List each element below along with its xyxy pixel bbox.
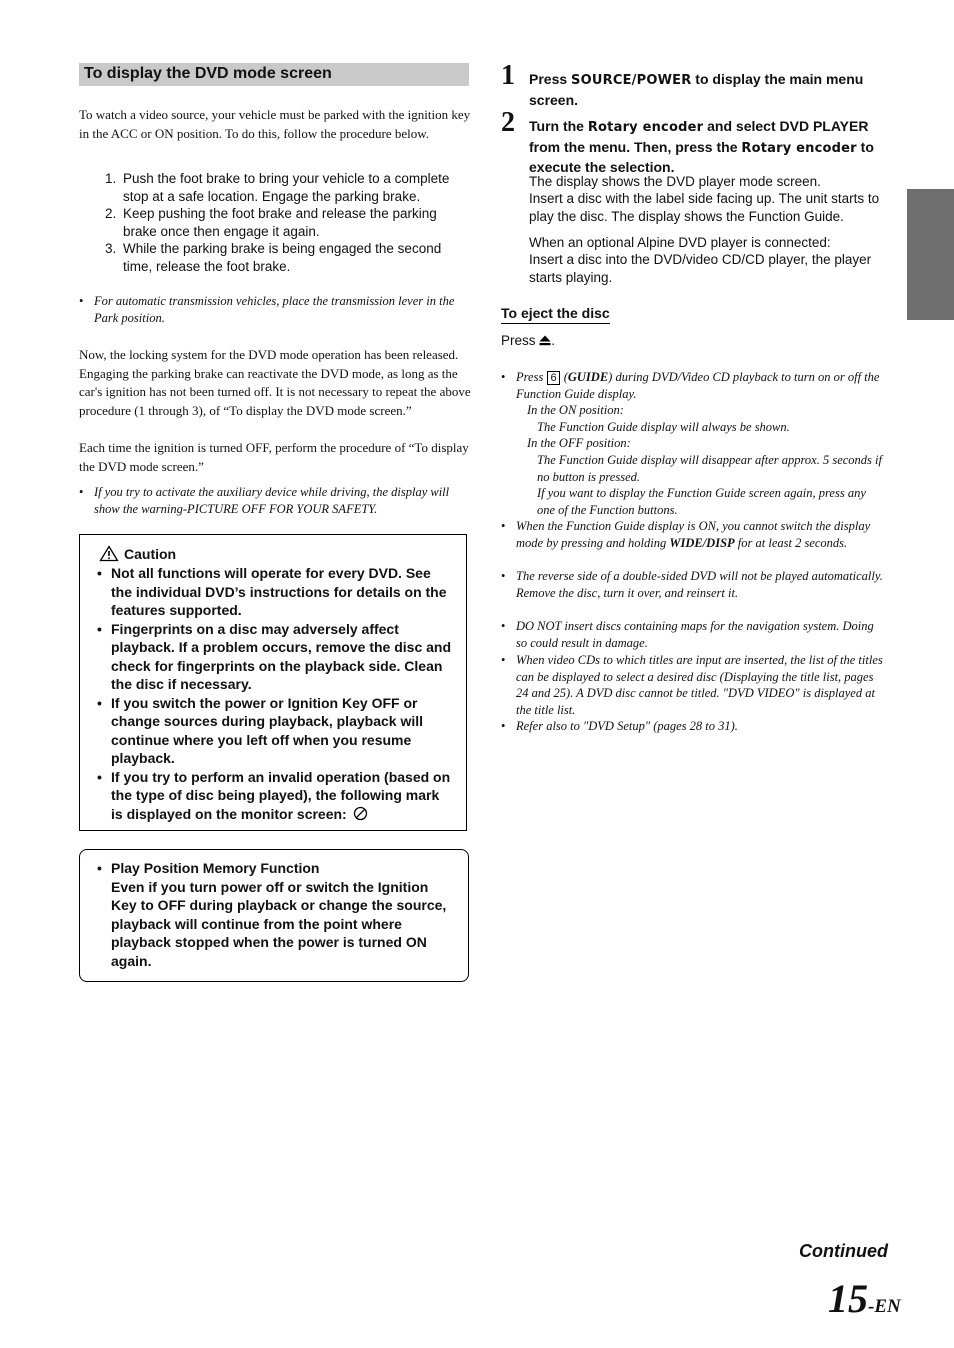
rotary-encoder-key: Rotary encoder <box>741 140 857 156</box>
note-wide-disp: • When the Function Guide display is ON, you cannot switch the display mode by pressing and holding WIDE/DISP for at least 2 seconds. <box>501 519 871 550</box>
eject-icon <box>539 335 551 346</box>
memory-title: Play Position Memory Function <box>111 860 320 876</box>
step-2-description: The display shows the DVD player mode screen. Insert a disc with the label side facing up. The unit starts to play the disc. The display shows the Function Guide. <box>529 174 880 224</box>
rotary-encoder-key: Rotary encoder <box>587 120 704 135</box>
section-heading-text: To display the DVD mode screen <box>84 65 332 82</box>
caution-list <box>97 564 452 823</box>
section-heading <box>79 63 469 86</box>
caution-title: Caution <box>99 545 176 562</box>
note-function-guide: • Press 6 (GUIDE) during DVD/Video CD playback to turn on or off the Function Guide display. In the ON position: The Function Guide display will always be shown. In the OFF position: The Function Guide display will disappear after approx. 5 seconds if no button is pressed. If you want to display the Function Guide screen again, press any one of the Function buttons. <box>501 370 882 517</box>
note-video-cd-titles: • When video CDs to which titles are input are inserted, the list of the titles can be displayed to select a desired disc (Displaying the title list, pages 24 and 25). A DVD disc cannot be titled. "DVD VIDEO" is displayed at the title list. <box>501 653 883 717</box>
eject-heading: To eject the disc <box>501 305 610 324</box>
procedure-steps <box>105 170 470 276</box>
procedure-step: 3. While the parking brake is being engaged the second time, release the foot brake. <box>105 241 442 274</box>
continued-label: Continued <box>799 1241 888 1261</box>
source-power-key: SOURCE/POWER <box>571 73 692 88</box>
step-2-instruction: Turn the Rotary encoder and select DVD PLAYER from the menu. Then, press the Rotary encoder to execute the selection. <box>529 118 874 175</box>
section-tab <box>907 189 954 320</box>
caution-item: • Not all functions will operate for every DVD. See the individual DVD’s instructions for details on the features supported. <box>97 565 447 618</box>
procedure-step: 1. Push the foot brake to bring your vehicle to a complete stop at a safe location. Engage the parking brake. <box>105 171 450 204</box>
memory-text: Even if you turn power off or switch the Ignition Key to OFF during playback or change the source, playback will continue from the point where playback stopped when the power is turned ON again. <box>111 878 447 969</box>
ignition-paragraph: Each time the ignition is turned OFF, perform the procedure of “To display the DVD mode screen.” <box>79 440 469 474</box>
page-number: 15-EN <box>828 1276 901 1321</box>
note-navigation-discs: • DO NOT insert discs containing maps for the navigation system. Doing so could result in damage. <box>501 619 874 650</box>
step-number-2: 2 <box>501 107 515 138</box>
eject-instruction: Press . <box>501 333 556 348</box>
caution-item: • Fingerprints on a disc may adversely affect playback. If a problem occurs, remove the disc and check for fingerprints on the playback side. Clean the disc if necessary. <box>97 620 452 692</box>
caution-item: • If you try to perform an invalid operation (based on the type of disc being played), the following mark is displayed on the monitor screen: <box>97 768 451 822</box>
note-double-sided: • The reverse side of a double-sided DVD will not be played automatically. Remove the disc, turn it over, and reinsert it. <box>501 569 883 600</box>
note-auxiliary-device: • If you try to activate the auxiliary device while driving, the display will show the warning-PICTURE OFF FOR YOUR SAFETY. <box>79 485 450 516</box>
play-position-memory-box <box>79 849 469 982</box>
alpine-player-description: When an optional Alpine DVD player is connected: Insert a disc into the DVD/video CD/CD player, the player starts playing. <box>529 235 872 285</box>
prohibited-icon <box>353 806 368 821</box>
caution-box <box>79 534 467 831</box>
memory-item: • Play Position Memory Function Even if you turn power off or switch the Ignition Key to OFF during playback or change the source, playback will continue from the point where playback stopped when the power is turned ON again. <box>97 860 447 969</box>
caution-item: • If you switch the power or Ignition Key OFF or change sources during playback, playback will continue where you left off when you resume playback. <box>97 694 423 766</box>
key-6-icon: 6 <box>547 371 559 385</box>
intro-paragraph: To watch a video source, your vehicle must be parked with the ignition key in the ACC or ON position. To do this, follow the procedure below. <box>79 107 471 141</box>
warning-icon <box>99 545 119 562</box>
step-1-instruction: Press SOURCE/POWER to display the main menu screen. <box>529 71 864 108</box>
note-automatic-transmission: • For automatic transmission vehicles, place the transmission lever in the Park position. <box>79 294 455 325</box>
release-paragraph: Now, the locking system for the DVD mode operation has been released. Engaging the parking brake can reactivate the DVD mode, as long as the car's ignition has not been turned off. It is not necessary to repeat the above procedure (1 through 3), of “To display the DVD mode screen.” <box>79 347 471 418</box>
note-dvd-setup: • Refer also to "DVD Setup" (pages 28 to 31). <box>501 719 738 733</box>
step-number-1: 1 <box>501 60 515 91</box>
procedure-step: 2. Keep pushing the foot brake and release the parking brake once then engage it again. <box>105 206 437 239</box>
